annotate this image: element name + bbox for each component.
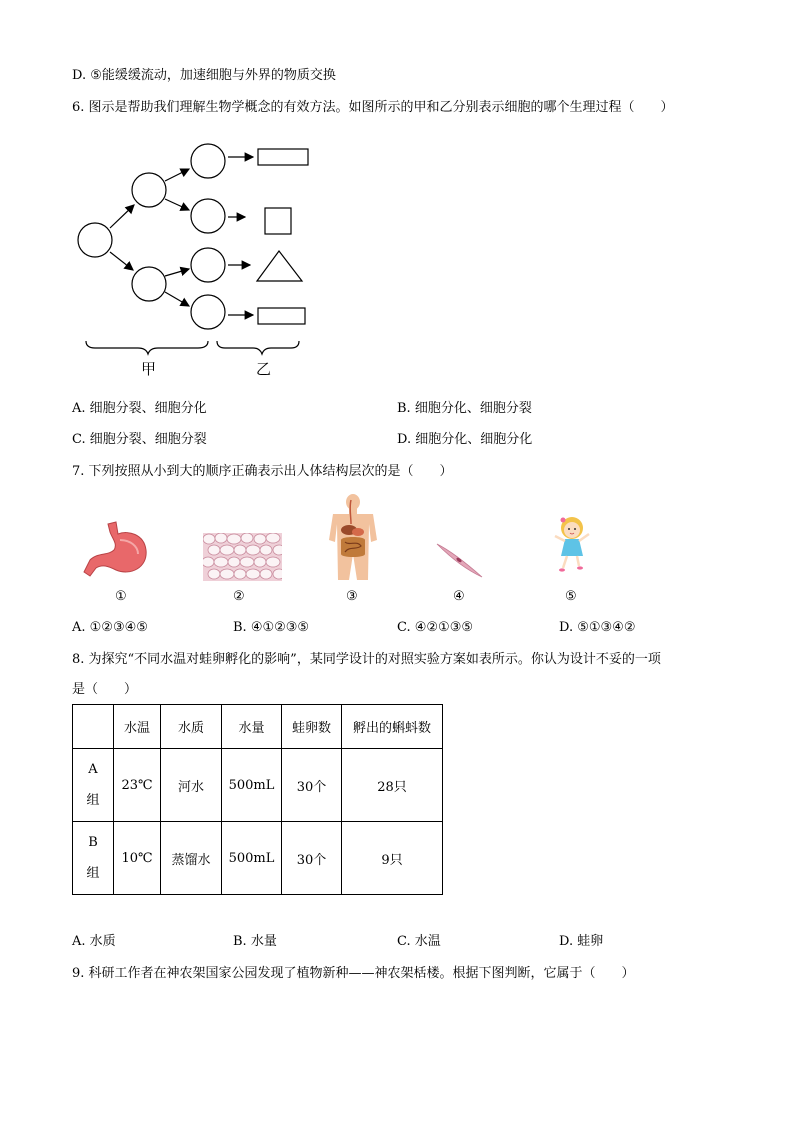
brace-yi — [217, 341, 299, 354]
table-cell: 河水 — [161, 749, 222, 822]
table-cell: 30个 — [282, 822, 342, 895]
label-yi: 乙 — [256, 360, 272, 378]
q9-stem: 9. 科研工作者在神农架国家公园发现了植物新种——神农架栝楼。根据下图判断，它属于（ ） — [72, 966, 635, 981]
q8-option-d: D. 蛙卵 — [559, 934, 604, 949]
arrow — [110, 252, 133, 270]
q7-option-c: C. ④②①③⑤ — [397, 620, 474, 635]
long-rectangle-shape — [258, 308, 305, 324]
table-header-cell: 水量 — [222, 705, 282, 749]
table-header-cell — [73, 705, 114, 749]
table-header-cell: 孵出的蝌蚪数 — [342, 705, 443, 749]
cell-circle — [132, 173, 166, 207]
group-letter: A — [88, 762, 98, 777]
table-cell: 23℃ — [114, 749, 161, 822]
cell-circle — [78, 223, 112, 257]
cell-circle — [191, 199, 225, 233]
q7-stem: 7. 下列按照从小到大的顺序正确表示出人体结构层次的是（ ） — [72, 464, 453, 479]
q8-option-b: B. 水量 — [233, 934, 277, 949]
human-system-image — [327, 494, 379, 582]
experiment-table — [72, 704, 443, 895]
girl-image — [551, 514, 591, 574]
table-cell: 30个 — [282, 749, 342, 822]
table-cell: 9只 — [342, 822, 443, 895]
table-cell: 28只 — [342, 749, 443, 822]
table-header-cell: 水温 — [114, 705, 161, 749]
arrow — [165, 169, 189, 181]
table-row — [73, 749, 443, 822]
triangle-shape — [257, 251, 302, 281]
q7-option-b: B. ④①②③⑤ — [233, 620, 310, 635]
table-cell: 500mL — [222, 749, 282, 822]
q7-image-label-2: ② — [233, 589, 245, 604]
q7-option-d: D. ⑤①③④② — [559, 620, 636, 635]
table-header-cell: 蛙卵数 — [282, 705, 342, 749]
table-cell-group — [73, 749, 114, 822]
q6-stem: 6. 图示是帮助我们理解生物学概念的有效方法。如图所示的甲和乙分别表示细胞的哪个生理过程（ ） — [72, 100, 674, 115]
q7-image-label-4: ④ — [453, 589, 465, 604]
q7-image-label-3: ③ — [346, 589, 358, 604]
q8-stem-line2: 是（ ） — [72, 682, 138, 697]
arrow — [110, 205, 134, 228]
arrow — [165, 269, 189, 276]
group-letter: B — [88, 835, 98, 850]
cell-circle — [191, 248, 225, 282]
brace-jia — [86, 341, 208, 354]
table-cell: 10℃ — [114, 822, 161, 895]
table-header-cell: 水质 — [161, 705, 222, 749]
label-jia: 甲 — [141, 360, 157, 378]
square-shape — [265, 208, 291, 234]
prev-question-option-d: D. ⑤能缓缓流动，加速细胞与外界的物质交换 — [72, 68, 336, 83]
arrow — [165, 199, 189, 210]
table-row — [73, 822, 443, 895]
q7-image-label-5: ⑤ — [565, 589, 577, 604]
muscle-cell-image — [435, 540, 485, 580]
cell-circle — [191, 295, 225, 329]
table-cell: 蒸馏水 — [161, 822, 222, 895]
cell-circle — [191, 144, 225, 178]
group-suffix: 组 — [86, 793, 100, 808]
tissue-image — [203, 533, 282, 581]
q6-cell-diagram — [70, 138, 320, 383]
table-cell: 500mL — [222, 822, 282, 895]
q6-option-c: C. 细胞分裂、细胞分裂 — [72, 432, 207, 447]
q7-option-a: A. ①②③④⑤ — [72, 620, 148, 635]
q6-option-b: B. 细胞分化、细胞分裂 — [397, 401, 532, 416]
q8-stem-line1: 8. 为探究“不同水温对蛙卵孵化的影响”，某同学设计的对照实验方案如表所示。你认为设计不妥的一项 — [72, 652, 661, 667]
q7-image-label-1: ① — [115, 589, 127, 604]
group-suffix: 组 — [86, 866, 100, 881]
cell-circle — [132, 267, 166, 301]
q8-option-c: C. 水温 — [397, 934, 441, 949]
q6-option-a: A. 细胞分裂、细胞分化 — [72, 401, 207, 416]
long-rectangle-shape — [258, 149, 308, 165]
q8-option-a: A. 水质 — [72, 934, 116, 949]
q6-option-d: D. 细胞分化、细胞分化 — [397, 432, 533, 447]
table-cell-group — [73, 822, 114, 895]
table-header-row — [73, 705, 443, 749]
arrow — [165, 292, 189, 306]
stomach-image — [80, 520, 152, 580]
